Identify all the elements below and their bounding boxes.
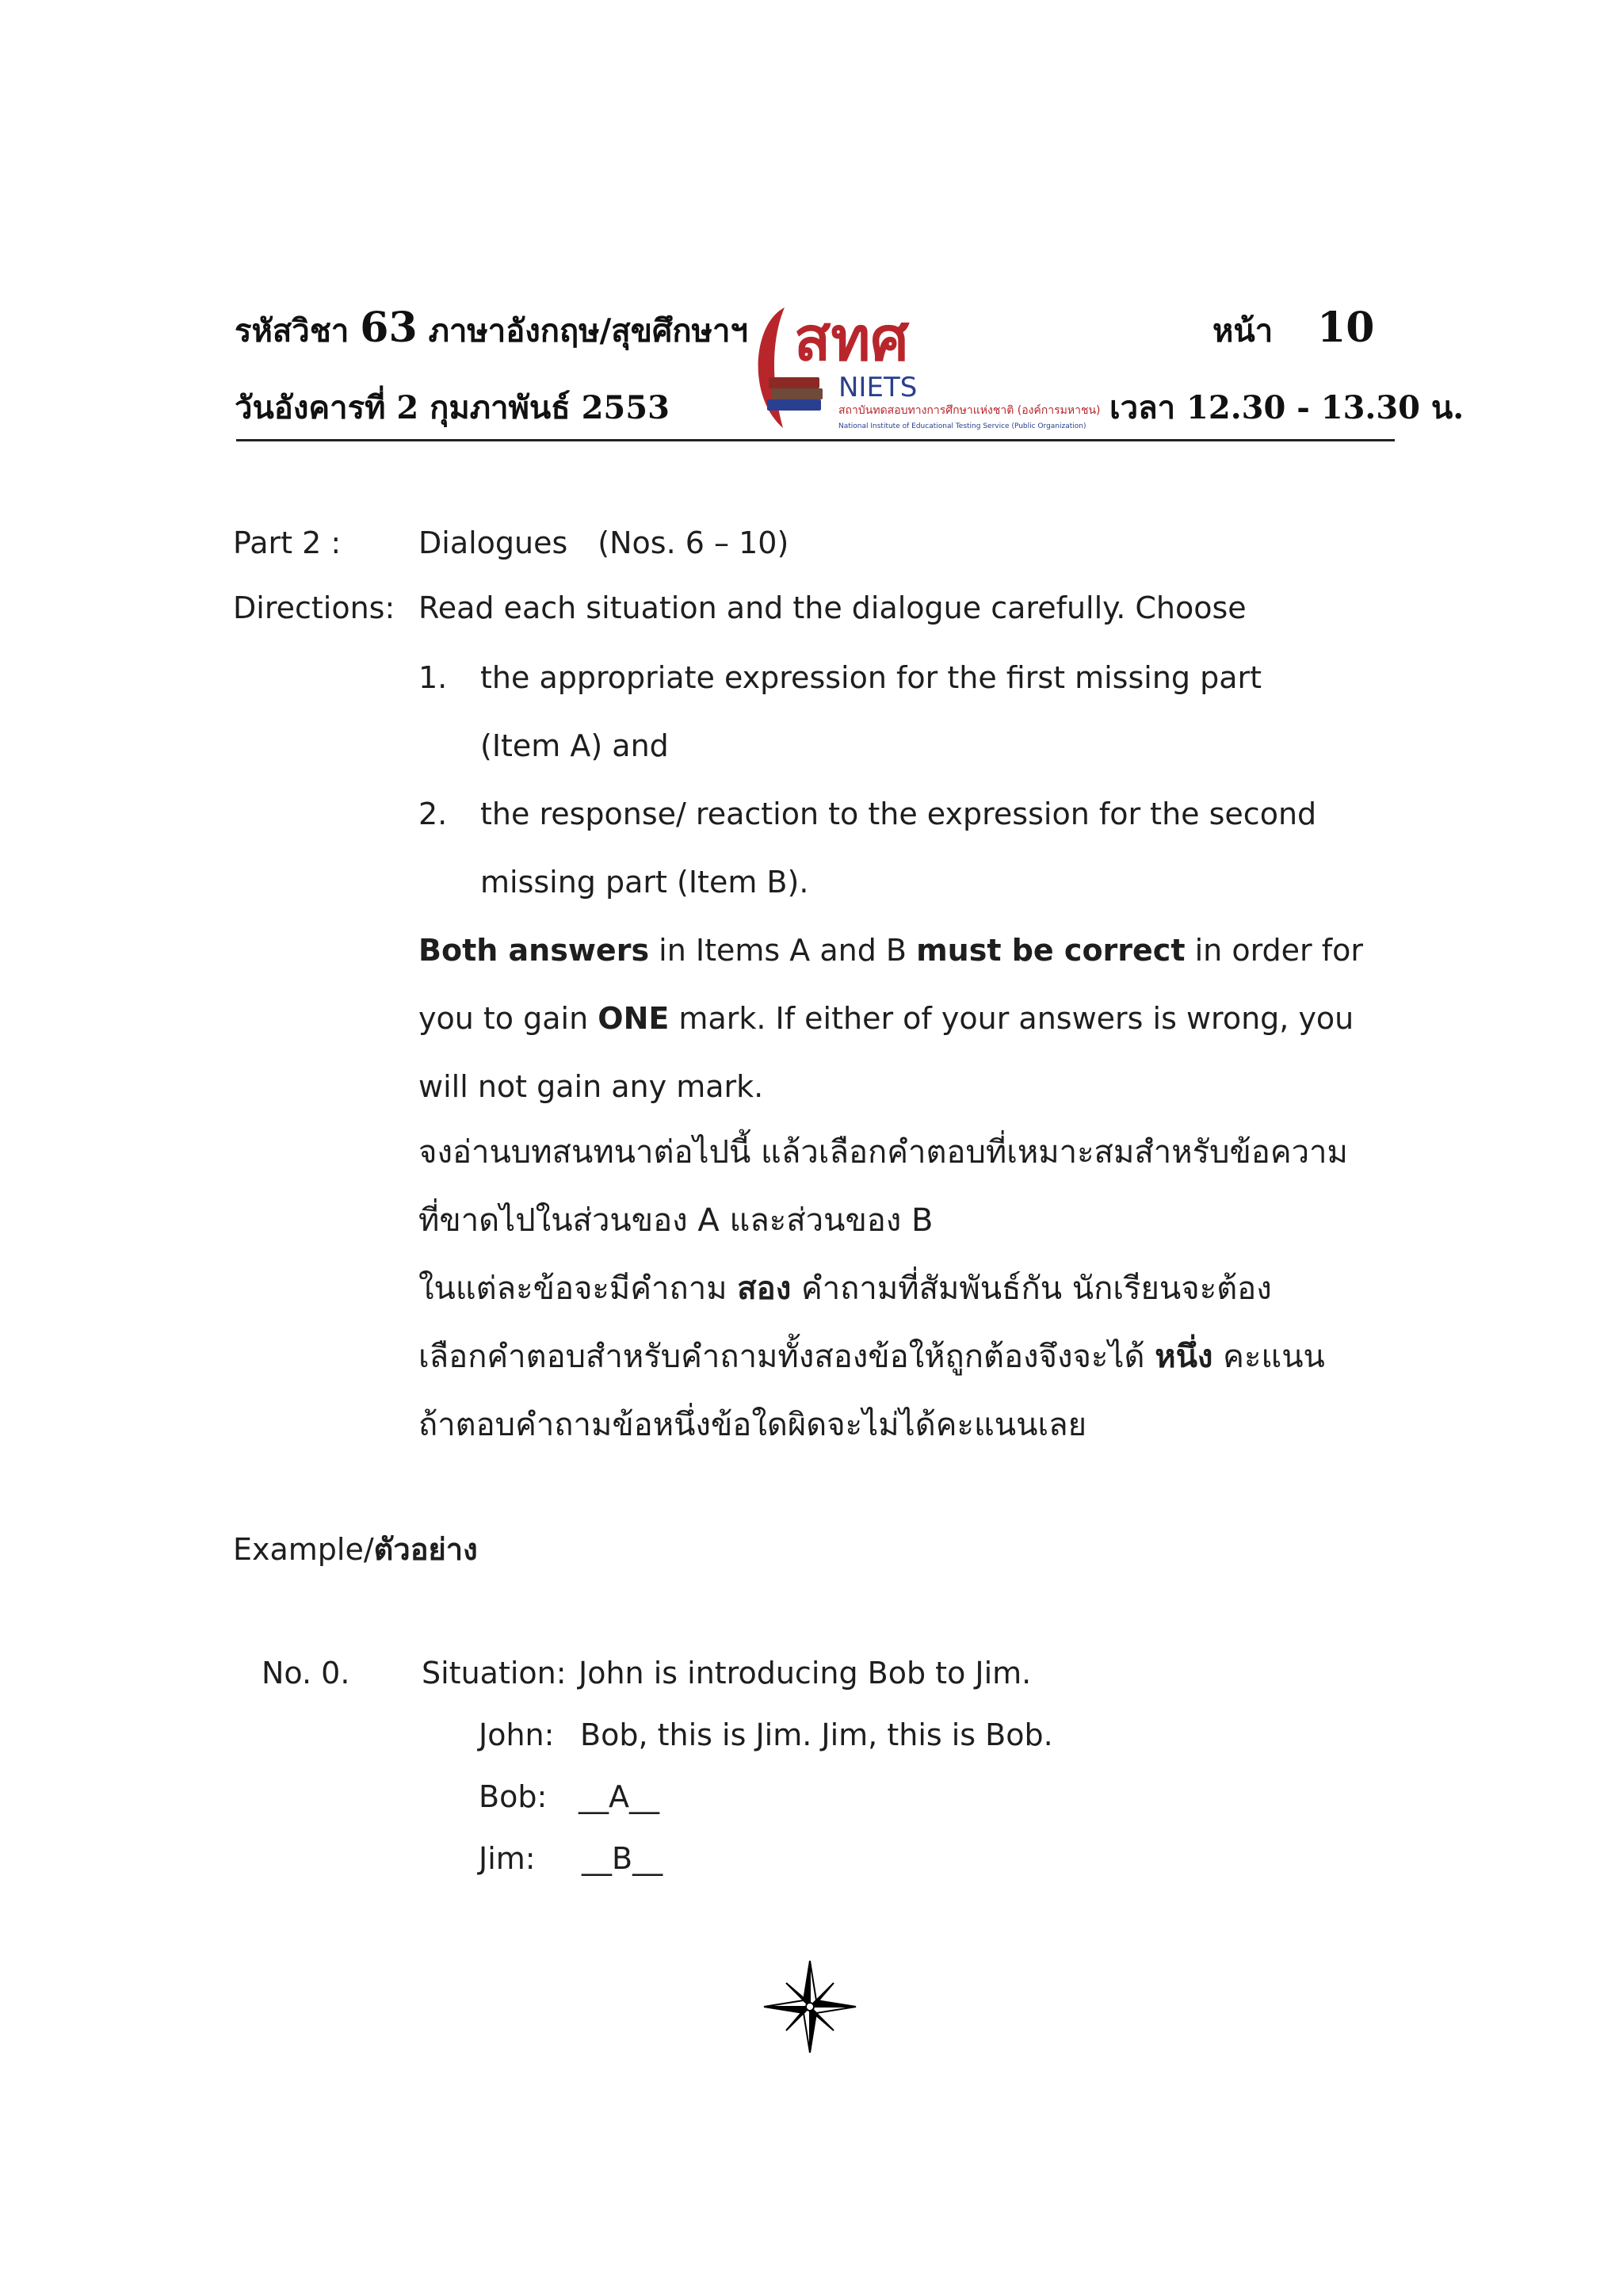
example-situation-label: Situation:	[422, 1656, 567, 1690]
logo-thai-name: สถาบันทดสอบทางการศึกษาแห่งชาติ (องค์การมหาชน)	[838, 404, 1101, 417]
header-divider	[236, 439, 1395, 441]
subject-line	[235, 304, 748, 356]
scoring-rule-line: will not gain any mark.	[418, 1069, 764, 1104]
part-title	[418, 525, 789, 560]
dialogue-speaker: John:	[479, 1717, 555, 1752]
thai-directions-line: เลือกคำตอบสำหรับคำถามทั้งสองข้อให้ถูกต้องจึงจะได้ หนึ่ง คะแนน	[418, 1339, 1325, 1375]
page-number: 10	[1317, 304, 1375, 352]
subject-label: รหัสวิชา	[235, 312, 349, 350]
logo-book	[769, 377, 819, 388]
thai-directions-line: ในแต่ละข้อจะมีคำถาม สอง คำถามที่สัมพันธ์กัน นักเรียนจะต้อง	[418, 1270, 1272, 1307]
dialogue-blank: __A__	[579, 1779, 659, 1814]
part-title-text: Dialogues	[418, 525, 568, 560]
page-label: หน้า	[1212, 312, 1274, 350]
direction-item-line: the response/ reaction to the expression for the second	[480, 797, 1317, 831]
logo-book	[772, 388, 823, 399]
direction-item-number: 1.	[418, 660, 448, 695]
subject-code: 63	[360, 304, 418, 352]
part-range: (Nos. 6 – 10)	[598, 525, 789, 560]
logo-english-abbrev: NIETS	[838, 372, 918, 403]
example-number: No. 0.	[262, 1656, 350, 1690]
directions-label: Directions:	[233, 590, 395, 625]
example-heading: Example/ตัวอย่าง	[233, 1532, 478, 1567]
scoring-rule-line: Both answers in Items A and B must be correct in order for	[418, 933, 1363, 968]
dialogue-speaker: Jim:	[479, 1841, 536, 1876]
scoring-rule-line: you to gain ONE mark. If either of your answers is wrong, you	[418, 1001, 1354, 1036]
direction-item-line: missing part (Item B).	[480, 865, 809, 900]
logo-english-name: National Institute of Educational Testing Service (Public Organization)	[838, 422, 1086, 430]
compass-star-icon	[761, 1958, 859, 2056]
direction-item-line: the appropriate expression for the first missing part	[480, 660, 1262, 695]
logo-book	[767, 399, 821, 411]
direction-item-number: 2.	[418, 797, 448, 831]
subject-name: ภาษาอังกฤษ/สุขศึกษาฯ	[428, 312, 748, 350]
dialogue-blank: __B__	[582, 1841, 663, 1876]
niets-logo	[750, 301, 1109, 442]
thai-directions-line: ที่ขาดไปในส่วนของ A และส่วนของ B	[418, 1202, 934, 1239]
thai-directions-line: จงอ่านบทสนทนาต่อไปนี้ แล้วเลือกคำตอบที่เหมาะสมสำหรับข้อความ	[418, 1134, 1348, 1171]
exam-time: เวลา 12.30 - 13.30 น.	[1109, 389, 1465, 426]
direction-item-line: (Item A) and	[480, 728, 669, 763]
thai-directions-line: ถ้าตอบคำถามข้อหนึ่งข้อใดผิดจะไม่ได้คะแนนเลย	[418, 1407, 1087, 1443]
exam-date: วันอังคารที่ 2 กุมภาพันธ์ 2553	[235, 389, 670, 426]
part-label: Part 2 :	[233, 525, 342, 560]
dialogue-speaker: Bob:	[479, 1779, 548, 1814]
page-indicator	[1212, 304, 1374, 356]
directions-intro: Read each situation and the dialogue carefully. Choose	[418, 590, 1247, 625]
dialogue-text: Bob, this is Jim. Jim, this is Bob.	[580, 1717, 1053, 1752]
example-situation-text: John is introducing Bob to Jim.	[579, 1656, 1032, 1690]
logo-thai-abbrev: สทศ	[794, 304, 909, 374]
